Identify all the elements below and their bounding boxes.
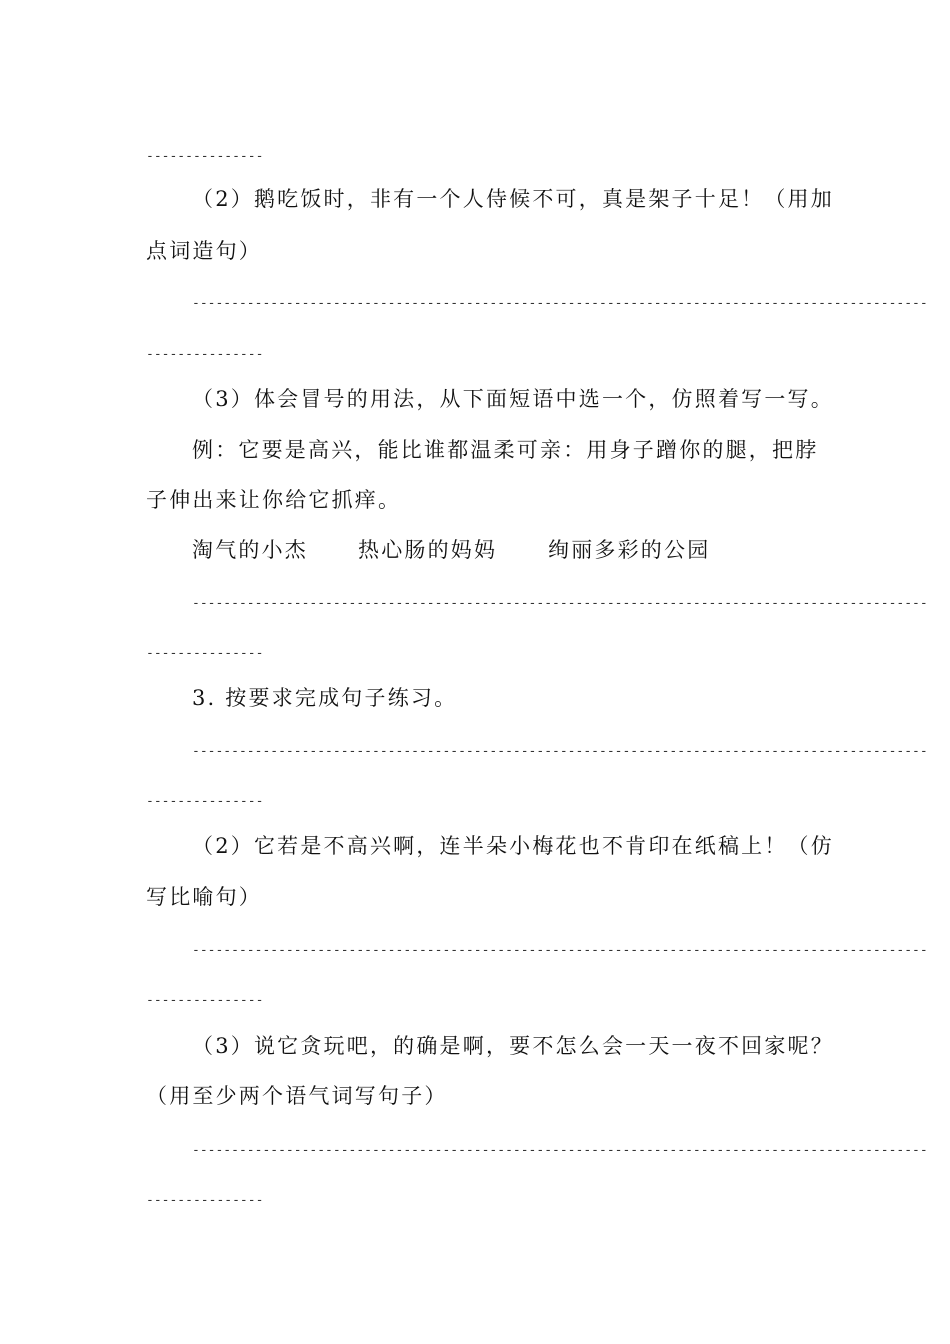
section-3-question-3-text: （3）说它贪玩吧，的确是啊，要不怎么会一天一夜不回家呢？ <box>192 1034 834 1058</box>
answer-line[interactable]: ---------------------------------------------------------------------------------------------- <box>192 296 928 311</box>
question-2-text: （2）鹅吃饭时，非有一个人侍候不可，真是架子十足！（用加 <box>192 187 834 211</box>
section-3-title: 3. 按要求完成句子练习。 <box>192 686 458 710</box>
question-3-example: 例：它要是高兴，能比谁都温柔可亲：用身子蹭你的腿，把脖 <box>192 438 819 462</box>
answer-line-tail: --------------- <box>146 646 264 661</box>
answer-line-tail: --------------- <box>146 347 264 362</box>
question-3-text: （3）体会冒号的用法，从下面短语中选一个，仿照着写一写。 <box>192 387 834 411</box>
answer-line[interactable]: ---------------------------------------------------------------------------------------------- <box>192 596 928 611</box>
question-2-text-cont: 点词造句） <box>146 239 262 263</box>
answer-line-tail: --------------- <box>146 149 264 164</box>
answer-line[interactable]: ---------------------------------------------------------------------------------------------- <box>192 744 928 759</box>
phrase-option-2: 热心肠的妈妈 <box>358 538 498 562</box>
section-3-question-2-text-cont: 写比喻句） <box>146 885 262 909</box>
section-3-question-2-text: （2）它若是不高兴啊，连半朵小梅花也不肯印在纸稿上！（仿 <box>192 834 834 858</box>
question-3-example-cont: 子伸出来让你给它抓痒。 <box>146 488 402 512</box>
phrase-option-3: 绚丽多彩的公园 <box>548 538 711 562</box>
answer-line-tail: --------------- <box>146 993 264 1008</box>
section-3-question-3-text-cont: （用至少两个语气词写句子） <box>146 1084 448 1108</box>
answer-line[interactable]: ---------------------------------------------------------------------------------------------- <box>192 943 928 958</box>
answer-line-tail: --------------- <box>146 794 264 809</box>
answer-line-tail: --------------- <box>146 1193 264 1208</box>
answer-line[interactable]: ---------------------------------------------------------------------------------------------- <box>192 1143 928 1158</box>
phrase-option-1: 淘气的小杰 <box>192 538 308 562</box>
